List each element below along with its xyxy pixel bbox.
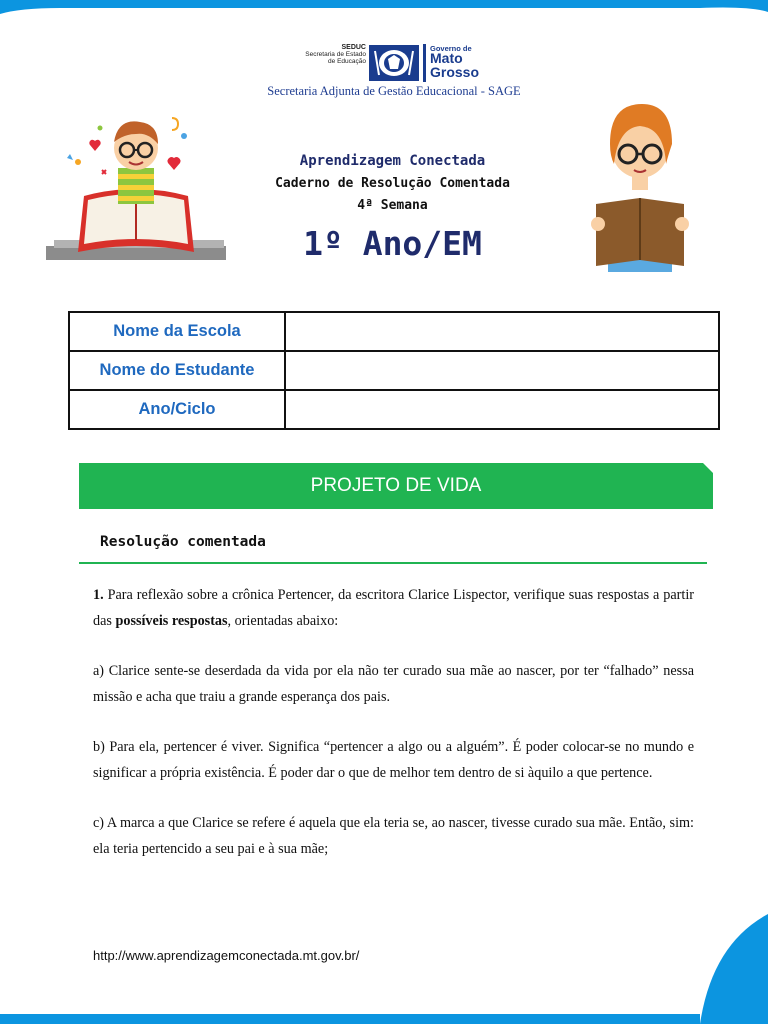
banner-folded-corner: [703, 463, 713, 473]
gov-name: [430, 51, 479, 79]
reader-with-glasses-illustration: [588, 98, 692, 272]
question-1: [93, 583, 694, 634]
gov-label: Governo de: [430, 44, 472, 53]
answer-b: b) Para ela, pertencer é viver. Significa “pertencer a algo ou a alguém”. É poder colocar-se no mundo e significar a própria existência. É poder dar o que de melhor tem dentro de si àquilo a que pertence.: [93, 739, 694, 781]
seduc-logo-text: [288, 44, 366, 65]
answer-body: [93, 583, 694, 862]
question-1-text-a: Para reflexão sobre a crônica Pertencer, da escritora Clarice Lispector, verifique suas respostas a partir das: [93, 587, 695, 629]
table-row: [69, 312, 719, 351]
school-name-label: Nome da Escola: [69, 312, 285, 351]
school-name-field[interactable]: [285, 312, 719, 351]
question-1-number: 1.: [93, 587, 104, 603]
subject-banner: [79, 463, 713, 509]
title-block: [250, 150, 535, 269]
section-heading: Resolução comentada: [100, 534, 266, 550]
website-link[interactable]: http://www.aprendizagemconectada.mt.gov.br/: [93, 948, 360, 963]
gov-name-2: Grosso: [430, 64, 480, 80]
year-cycle-field[interactable]: [285, 390, 719, 429]
seduc-line-2: de Educação: [328, 58, 366, 65]
table-row: [69, 390, 719, 429]
question-1-bold: possíveis respostas: [115, 612, 228, 629]
answer-a: a) Clarice sente-se deserdada da vida por ela não ter curado sua mãe ao nascer, por ter “falhado” nessa missão e acha que traiu a grande esperança dos pais.: [93, 663, 694, 705]
notebook-title: Caderno de Resolução Comentada: [275, 176, 510, 191]
bottom-frame-decoration: [0, 914, 768, 1024]
program-title: Aprendizagem Conectada: [299, 153, 486, 169]
grade-title: 1º Ano/EM: [303, 224, 482, 263]
subject-banner-label: PROJETO DE VIDA: [310, 475, 482, 496]
secretaria-subtitle: Secretaria Adjunta de Gestão Educacional - SAGE: [267, 84, 521, 98]
seduc-line-1: Secretaria de Estado: [305, 51, 366, 58]
gov-name-1: Mato: [430, 50, 463, 66]
week-label: 4ª Semana: [357, 198, 428, 213]
student-identification-table: [68, 311, 720, 430]
state-coat-of-arms-icon: [369, 45, 419, 81]
section-divider: [79, 562, 707, 564]
answer-c: c) A marca a que Clarice se refere é aquela que ela teria se, ao nascer, tivesse curado sua mãe. Então, sim: ela teria pertencido a seu pai e à sua mãe;: [93, 815, 694, 857]
seduc-label: SEDUC: [341, 44, 366, 51]
student-name-field[interactable]: [285, 351, 719, 390]
question-1-text-b: , orientadas abaixo:: [227, 612, 339, 629]
top-frame-decoration: [0, 0, 768, 22]
year-cycle-label: Ano/Ciclo: [69, 390, 285, 429]
governo-mato-grosso-logo: [423, 44, 508, 82]
table-row: [69, 351, 719, 390]
child-reading-illustration: [44, 112, 230, 272]
student-name-label: Nome do Estudante: [69, 351, 285, 390]
